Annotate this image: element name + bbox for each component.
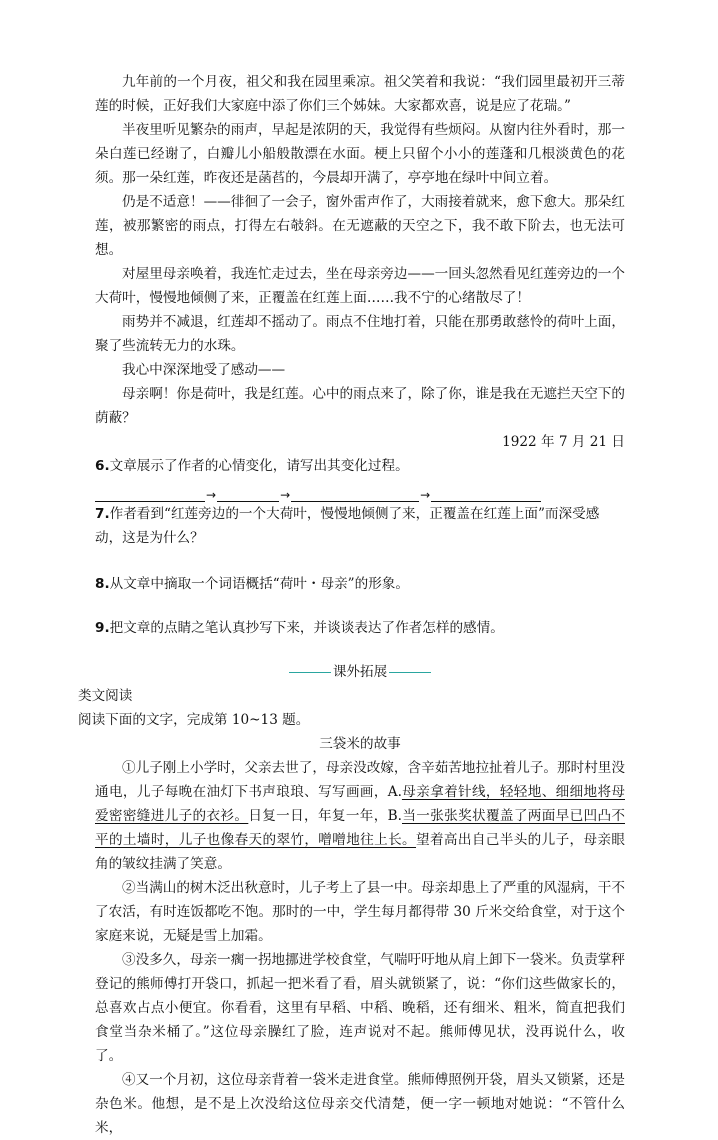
passage-paragraph-2: 半夜里听见繁杂的雨声，早起是浓阴的天，我觉得有些烦闷。从窗内往外看时，那一朵白莲已经谢了，白瓣儿小船般散漂在水面。梗上只留个小小的莲蓬和几根淡黄色的花须。那一朵红莲，昨夜还是菡萏的，今晨却开满了，亭亭地在绿叶中间立着。 xyxy=(95,122,625,186)
question-8-text: 从文章中摘取一个词语概括“荷叶・母亲”的形象。 xyxy=(109,576,409,592)
passage-paragraph-3: 仍是不适意！——徘徊了一会子，窗外雷声作了，大雨接着就来，愈下愈大。那朵红莲，被那繁密的雨点，打得左右攲斜。在无遮蔽的天空之下，我不敢下阶去，也无法可想。 xyxy=(95,194,625,258)
story-text: ①儿子刚上小学时，父亲去世了，母亲没改嫁，含辛茹苦地拉扯着儿子。那时村里没通电，儿子每晚在油灯下书声琅琅、写写画画，A. xyxy=(95,760,625,800)
question-8 xyxy=(95,572,625,596)
arrow-icon: → xyxy=(420,488,431,502)
question-7-number: 7. xyxy=(95,506,110,522)
section-title: 课外拓展 xyxy=(332,664,388,680)
answer-space xyxy=(95,640,625,654)
reading-passage xyxy=(95,70,625,454)
underlined-sentence-a: 母亲拿着针线，轻轻地、细细地将母爱密密缝进儿子的衣衫。 xyxy=(95,784,625,824)
answer-blank-4[interactable] xyxy=(431,487,541,502)
question-6-text: 文章展示了作者的心情变化，请写出其变化过程。 xyxy=(109,458,409,474)
answer-blank-1[interactable] xyxy=(95,487,205,502)
section-heading xyxy=(95,660,625,684)
story-text: 日复一日，年复一年，B. xyxy=(248,808,402,824)
question-8-number: 8. xyxy=(95,576,110,592)
mood-change-chain xyxy=(95,478,625,502)
story-paragraph-4: ④又一个月初，这位母亲背着一袋米走进食堂。熊师傅照例开袋，眉头又锁紧，还是杂色米。他想，是不是上次没给这位母亲交代清楚，便一字一顿地对她说：“不管什么米， xyxy=(95,1072,625,1136)
question-7-text: 作者看到“红莲旁边的一个大荷叶，慢慢地倾侧了来，正覆盖在红莲上面”而深受感动，这是为什么？ xyxy=(95,506,600,546)
story-title: 三袋米的故事 xyxy=(319,736,401,752)
answer-space xyxy=(95,550,625,572)
answer-blank-2[interactable] xyxy=(217,487,279,502)
question-6 xyxy=(95,454,625,478)
underlined-sentence-b: 当一张张奖状覆盖了两面早已凹凸不平的土墙时，儿子也像春天的翠竹，噌噌地往上长。 xyxy=(95,808,625,848)
heading-rule-left xyxy=(289,672,331,673)
extension-block xyxy=(78,684,625,732)
instruction: 阅读下面的文字，完成第 10~13 题。 xyxy=(78,712,310,728)
answer-space xyxy=(95,596,625,616)
passage-paragraph-5: 雨势并不减退，红莲却不摇动了。雨点不住地打着，只能在那勇敢慈怜的荷叶上面，聚了些流转无力的水珠。 xyxy=(95,314,625,354)
question-9 xyxy=(95,616,625,640)
category-label: 类文阅读 xyxy=(78,688,133,704)
story-paragraph-2: ②当满山的树木泛出秋意时，儿子考上了县一中。母亲却患上了严重的风湿病，干不了农活，有时连饭都吃不饱。那时的一中，学生每月都得带 30 斤米交给食堂，对于这个家庭来说，无疑是雪上加霜。 xyxy=(95,880,625,944)
worksheet-page xyxy=(78,70,626,1140)
passage-date: 1922 年 7 月 21 日 xyxy=(502,434,625,450)
question-7 xyxy=(95,502,625,550)
heading-rule-right xyxy=(389,672,431,673)
passage-paragraph-7: 母亲啊！你是荷叶，我是红莲。心中的雨点来了，除了你，谁是我在无遮拦天空下的荫蔽？ xyxy=(95,386,625,426)
question-9-text: 把文章的点睛之笔认真抄写下来，并谈谈表达了作者怎样的感情。 xyxy=(109,620,504,636)
answer-blank-3[interactable] xyxy=(291,487,419,502)
story-paragraph-1 xyxy=(95,756,625,876)
question-9-number: 9. xyxy=(95,620,110,636)
arrow-icon: → xyxy=(280,488,291,502)
story-paragraph-3: ③没多久，母亲一瘸一拐地挪进学校食堂，气喘吁吁地从肩上卸下一袋米。负责掌秤登记的熊师傅打开袋口，抓起一把米看了看，眉头就锁紧了，说：“你们这些做家长的，总喜欢占点小便宜。你看看，这里有早稻、中稻、晚稻，还有细米、粗米，简直把我们食堂当杂米桶了。”这位母亲臊红了脸，连声说对不起。熊师傅见状，没再说什么，收了。 xyxy=(95,952,625,1064)
arrow-icon: → xyxy=(206,488,217,502)
passage-paragraph-6: 我心中深深地受了感动—— xyxy=(122,362,286,378)
passage-paragraph-4: 对屋里母亲唤着，我连忙走过去，坐在母亲旁边——一回头忽然看见红莲旁边的一个大荷叶，慢慢地倾侧了来，正覆盖在红莲上面……我不宁的心绪散尽了！ xyxy=(95,266,625,306)
story-text: 望着高出自己半头的儿子，母亲眼角的皱纹挂满了笑意。 xyxy=(95,832,626,872)
question-6-number: 6. xyxy=(95,458,110,474)
passage-paragraph-1: 九年前的一个月夜，祖父和我在园里乘凉。祖父笑着和我说：“我们园里最初开三蒂莲的时候，正好我们大家庭中添了你们三个姊妹。大家都欢喜，说是应了花瑞。” xyxy=(95,74,625,114)
